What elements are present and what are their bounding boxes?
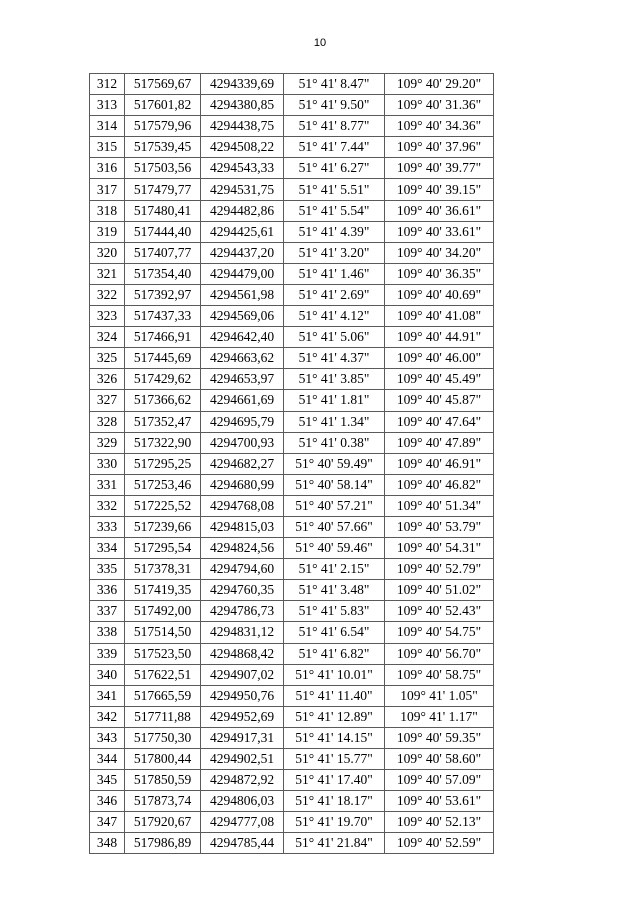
y-coordinate-cell: 4294760,35 bbox=[201, 580, 284, 601]
table-row bbox=[90, 390, 494, 411]
x-coordinate-cell: 517419,35 bbox=[125, 580, 201, 601]
x-coordinate-cell: 517437,33 bbox=[125, 306, 201, 327]
x-coordinate-cell: 517352,47 bbox=[125, 411, 201, 432]
latitude-cell: 51° 41' 5.51" bbox=[284, 179, 385, 200]
y-coordinate-cell: 4294786,73 bbox=[201, 601, 284, 622]
latitude-cell: 51° 41' 8.47" bbox=[284, 74, 385, 95]
longitude-cell: 109° 40' 54.31" bbox=[385, 538, 494, 559]
latitude-cell: 51° 41' 4.37" bbox=[284, 348, 385, 369]
longitude-cell: 109° 40' 31.36" bbox=[385, 95, 494, 116]
point-number-cell: 327 bbox=[90, 390, 125, 411]
latitude-cell: 51° 41' 5.54" bbox=[284, 200, 385, 221]
latitude-cell: 51° 41' 2.69" bbox=[284, 284, 385, 305]
longitude-cell: 109° 40' 46.91" bbox=[385, 453, 494, 474]
table-row bbox=[90, 770, 494, 791]
longitude-cell: 109° 40' 58.75" bbox=[385, 664, 494, 685]
y-coordinate-cell: 4294917,31 bbox=[201, 727, 284, 748]
point-number-cell: 341 bbox=[90, 685, 125, 706]
latitude-cell: 51° 41' 4.39" bbox=[284, 221, 385, 242]
latitude-cell: 51° 41' 1.34" bbox=[284, 411, 385, 432]
y-coordinate-cell: 4294663,62 bbox=[201, 348, 284, 369]
longitude-cell: 109° 40' 36.61" bbox=[385, 200, 494, 221]
table-row bbox=[90, 538, 494, 559]
point-number-cell: 344 bbox=[90, 749, 125, 770]
longitude-cell: 109° 40' 33.61" bbox=[385, 221, 494, 242]
table-row bbox=[90, 158, 494, 179]
point-number-cell: 348 bbox=[90, 833, 125, 854]
longitude-cell: 109° 40' 58.60" bbox=[385, 749, 494, 770]
x-coordinate-cell: 517492,00 bbox=[125, 601, 201, 622]
table-row bbox=[90, 137, 494, 158]
table-row bbox=[90, 706, 494, 727]
x-coordinate-cell: 517579,96 bbox=[125, 116, 201, 137]
table-row bbox=[90, 306, 494, 327]
x-coordinate-cell: 517800,44 bbox=[125, 749, 201, 770]
longitude-cell: 109° 40' 54.75" bbox=[385, 622, 494, 643]
longitude-cell: 109° 40' 45.49" bbox=[385, 369, 494, 390]
latitude-cell: 51° 41' 19.70" bbox=[284, 812, 385, 833]
point-number-cell: 318 bbox=[90, 200, 125, 221]
latitude-cell: 51° 40' 58.14" bbox=[284, 474, 385, 495]
table-row bbox=[90, 727, 494, 748]
x-coordinate-cell: 517407,77 bbox=[125, 242, 201, 263]
longitude-cell: 109° 40' 52.13" bbox=[385, 812, 494, 833]
point-number-cell: 340 bbox=[90, 664, 125, 685]
longitude-cell: 109° 40' 56.70" bbox=[385, 643, 494, 664]
latitude-cell: 51° 41' 0.38" bbox=[284, 432, 385, 453]
longitude-cell: 109° 40' 52.43" bbox=[385, 601, 494, 622]
x-coordinate-cell: 517750,30 bbox=[125, 727, 201, 748]
table-row bbox=[90, 284, 494, 305]
y-coordinate-cell: 4294952,69 bbox=[201, 706, 284, 727]
longitude-cell: 109° 40' 57.09" bbox=[385, 770, 494, 791]
longitude-cell: 109° 40' 36.35" bbox=[385, 263, 494, 284]
longitude-cell: 109° 40' 59.35" bbox=[385, 727, 494, 748]
longitude-cell: 109° 40' 40.69" bbox=[385, 284, 494, 305]
table-row bbox=[90, 643, 494, 664]
x-coordinate-cell: 517873,74 bbox=[125, 791, 201, 812]
x-coordinate-cell: 517523,50 bbox=[125, 643, 201, 664]
x-coordinate-cell: 517539,45 bbox=[125, 137, 201, 158]
x-coordinate-cell: 517378,31 bbox=[125, 559, 201, 580]
longitude-cell: 109° 40' 46.00" bbox=[385, 348, 494, 369]
point-number-cell: 322 bbox=[90, 284, 125, 305]
longitude-cell: 109° 40' 53.61" bbox=[385, 791, 494, 812]
longitude-cell: 109° 40' 41.08" bbox=[385, 306, 494, 327]
x-coordinate-cell: 517295,54 bbox=[125, 538, 201, 559]
y-coordinate-cell: 4294380,85 bbox=[201, 95, 284, 116]
y-coordinate-cell: 4294569,06 bbox=[201, 306, 284, 327]
y-coordinate-cell: 4294479,00 bbox=[201, 263, 284, 284]
y-coordinate-cell: 4294682,27 bbox=[201, 453, 284, 474]
x-coordinate-cell: 517480,41 bbox=[125, 200, 201, 221]
longitude-cell: 109° 40' 29.20" bbox=[385, 74, 494, 95]
y-coordinate-cell: 4294339,69 bbox=[201, 74, 284, 95]
x-coordinate-cell: 517601,82 bbox=[125, 95, 201, 116]
point-number-cell: 315 bbox=[90, 137, 125, 158]
table-row bbox=[90, 369, 494, 390]
y-coordinate-cell: 4294653,97 bbox=[201, 369, 284, 390]
latitude-cell: 51° 41' 1.46" bbox=[284, 263, 385, 284]
x-coordinate-cell: 517295,25 bbox=[125, 453, 201, 474]
table-row bbox=[90, 622, 494, 643]
latitude-cell: 51° 41' 18.17" bbox=[284, 791, 385, 812]
longitude-cell: 109° 40' 52.59" bbox=[385, 833, 494, 854]
longitude-cell: 109° 40' 39.15" bbox=[385, 179, 494, 200]
coordinates-table bbox=[89, 73, 494, 854]
y-coordinate-cell: 4294868,42 bbox=[201, 643, 284, 664]
latitude-cell: 51° 41' 8.77" bbox=[284, 116, 385, 137]
table-row bbox=[90, 516, 494, 537]
latitude-cell: 51° 40' 57.66" bbox=[284, 516, 385, 537]
y-coordinate-cell: 4294700,93 bbox=[201, 432, 284, 453]
point-number-cell: 339 bbox=[90, 643, 125, 664]
y-coordinate-cell: 4294661,69 bbox=[201, 390, 284, 411]
y-coordinate-cell: 4294642,40 bbox=[201, 327, 284, 348]
point-number-cell: 325 bbox=[90, 348, 125, 369]
point-number-cell: 312 bbox=[90, 74, 125, 95]
latitude-cell: 51° 41' 2.15" bbox=[284, 559, 385, 580]
y-coordinate-cell: 4294482,86 bbox=[201, 200, 284, 221]
latitude-cell: 51° 41' 10.01" bbox=[284, 664, 385, 685]
y-coordinate-cell: 4294806,03 bbox=[201, 791, 284, 812]
latitude-cell: 51° 41' 3.85" bbox=[284, 369, 385, 390]
latitude-cell: 51° 41' 9.50" bbox=[284, 95, 385, 116]
x-coordinate-cell: 517920,67 bbox=[125, 812, 201, 833]
longitude-cell: 109° 41' 1.05" bbox=[385, 685, 494, 706]
longitude-cell: 109° 40' 45.87" bbox=[385, 390, 494, 411]
table-row bbox=[90, 791, 494, 812]
latitude-cell: 51° 41' 7.44" bbox=[284, 137, 385, 158]
table-row bbox=[90, 580, 494, 601]
table-row bbox=[90, 263, 494, 284]
point-number-cell: 345 bbox=[90, 770, 125, 791]
latitude-cell: 51° 41' 1.81" bbox=[284, 390, 385, 411]
point-number-cell: 337 bbox=[90, 601, 125, 622]
table-row bbox=[90, 559, 494, 580]
point-number-cell: 342 bbox=[90, 706, 125, 727]
latitude-cell: 51° 41' 21.84" bbox=[284, 833, 385, 854]
point-number-cell: 317 bbox=[90, 179, 125, 200]
longitude-cell: 109° 40' 39.77" bbox=[385, 158, 494, 179]
point-number-cell: 334 bbox=[90, 538, 125, 559]
x-coordinate-cell: 517239,66 bbox=[125, 516, 201, 537]
x-coordinate-cell: 517366,62 bbox=[125, 390, 201, 411]
table-row bbox=[90, 221, 494, 242]
y-coordinate-cell: 4294531,75 bbox=[201, 179, 284, 200]
latitude-cell: 51° 41' 5.83" bbox=[284, 601, 385, 622]
x-coordinate-cell: 517711,88 bbox=[125, 706, 201, 727]
table-row bbox=[90, 95, 494, 116]
point-number-cell: 329 bbox=[90, 432, 125, 453]
longitude-cell: 109° 40' 34.20" bbox=[385, 242, 494, 263]
point-number-cell: 330 bbox=[90, 453, 125, 474]
latitude-cell: 51° 40' 57.21" bbox=[284, 495, 385, 516]
y-coordinate-cell: 4294438,75 bbox=[201, 116, 284, 137]
x-coordinate-cell: 517253,46 bbox=[125, 474, 201, 495]
table-row bbox=[90, 685, 494, 706]
y-coordinate-cell: 4294695,79 bbox=[201, 411, 284, 432]
y-coordinate-cell: 4294777,08 bbox=[201, 812, 284, 833]
longitude-cell: 109° 40' 51.02" bbox=[385, 580, 494, 601]
longitude-cell: 109° 40' 47.64" bbox=[385, 411, 494, 432]
x-coordinate-cell: 517514,50 bbox=[125, 622, 201, 643]
table-row bbox=[90, 453, 494, 474]
y-coordinate-cell: 4294794,60 bbox=[201, 559, 284, 580]
latitude-cell: 51° 41' 6.54" bbox=[284, 622, 385, 643]
longitude-cell: 109° 41' 1.17" bbox=[385, 706, 494, 727]
point-number-cell: 319 bbox=[90, 221, 125, 242]
point-number-cell: 336 bbox=[90, 580, 125, 601]
y-coordinate-cell: 4294872,92 bbox=[201, 770, 284, 791]
point-number-cell: 326 bbox=[90, 369, 125, 390]
table-row bbox=[90, 74, 494, 95]
page-number: 10 bbox=[313, 37, 327, 49]
table-row bbox=[90, 833, 494, 854]
latitude-cell: 51° 41' 14.15" bbox=[284, 727, 385, 748]
x-coordinate-cell: 517392,97 bbox=[125, 284, 201, 305]
longitude-cell: 109° 40' 47.89" bbox=[385, 432, 494, 453]
point-number-cell: 321 bbox=[90, 263, 125, 284]
latitude-cell: 51° 41' 6.82" bbox=[284, 643, 385, 664]
x-coordinate-cell: 517466,91 bbox=[125, 327, 201, 348]
table-row bbox=[90, 327, 494, 348]
point-number-cell: 338 bbox=[90, 622, 125, 643]
point-number-cell: 324 bbox=[90, 327, 125, 348]
y-coordinate-cell: 4294425,61 bbox=[201, 221, 284, 242]
longitude-cell: 109° 40' 37.96" bbox=[385, 137, 494, 158]
x-coordinate-cell: 517445,69 bbox=[125, 348, 201, 369]
table-row bbox=[90, 411, 494, 432]
table-row bbox=[90, 179, 494, 200]
y-coordinate-cell: 4294824,56 bbox=[201, 538, 284, 559]
longitude-cell: 109° 40' 51.34" bbox=[385, 495, 494, 516]
coordinates-table-body bbox=[90, 74, 494, 854]
y-coordinate-cell: 4294950,76 bbox=[201, 685, 284, 706]
x-coordinate-cell: 517503,56 bbox=[125, 158, 201, 179]
point-number-cell: 316 bbox=[90, 158, 125, 179]
x-coordinate-cell: 517429,62 bbox=[125, 369, 201, 390]
x-coordinate-cell: 517986,89 bbox=[125, 833, 201, 854]
x-coordinate-cell: 517444,40 bbox=[125, 221, 201, 242]
x-coordinate-cell: 517354,40 bbox=[125, 263, 201, 284]
latitude-cell: 51° 41' 6.27" bbox=[284, 158, 385, 179]
latitude-cell: 51° 41' 12.89" bbox=[284, 706, 385, 727]
point-number-cell: 347 bbox=[90, 812, 125, 833]
longitude-cell: 109° 40' 46.82" bbox=[385, 474, 494, 495]
point-number-cell: 346 bbox=[90, 791, 125, 812]
y-coordinate-cell: 4294437,20 bbox=[201, 242, 284, 263]
y-coordinate-cell: 4294561,98 bbox=[201, 284, 284, 305]
y-coordinate-cell: 4294815,03 bbox=[201, 516, 284, 537]
point-number-cell: 331 bbox=[90, 474, 125, 495]
y-coordinate-cell: 4294907,02 bbox=[201, 664, 284, 685]
point-number-cell: 333 bbox=[90, 516, 125, 537]
y-coordinate-cell: 4294785,44 bbox=[201, 833, 284, 854]
x-coordinate-cell: 517225,52 bbox=[125, 495, 201, 516]
table-row bbox=[90, 664, 494, 685]
y-coordinate-cell: 4294508,22 bbox=[201, 137, 284, 158]
point-number-cell: 335 bbox=[90, 559, 125, 580]
table-row bbox=[90, 242, 494, 263]
table-row bbox=[90, 474, 494, 495]
point-number-cell: 323 bbox=[90, 306, 125, 327]
latitude-cell: 51° 41' 11.40" bbox=[284, 685, 385, 706]
table-row bbox=[90, 812, 494, 833]
longitude-cell: 109° 40' 53.79" bbox=[385, 516, 494, 537]
point-number-cell: 320 bbox=[90, 242, 125, 263]
point-number-cell: 314 bbox=[90, 116, 125, 137]
table-row bbox=[90, 116, 494, 137]
longitude-cell: 109° 40' 34.36" bbox=[385, 116, 494, 137]
point-number-cell: 313 bbox=[90, 95, 125, 116]
latitude-cell: 51° 41' 3.48" bbox=[284, 580, 385, 601]
x-coordinate-cell: 517569,67 bbox=[125, 74, 201, 95]
latitude-cell: 51° 41' 15.77" bbox=[284, 749, 385, 770]
longitude-cell: 109° 40' 52.79" bbox=[385, 559, 494, 580]
longitude-cell: 109° 40' 44.91" bbox=[385, 327, 494, 348]
latitude-cell: 51° 40' 59.46" bbox=[284, 538, 385, 559]
table-row bbox=[90, 601, 494, 622]
point-number-cell: 343 bbox=[90, 727, 125, 748]
x-coordinate-cell: 517622,51 bbox=[125, 664, 201, 685]
y-coordinate-cell: 4294902,51 bbox=[201, 749, 284, 770]
x-coordinate-cell: 517322,90 bbox=[125, 432, 201, 453]
table-row bbox=[90, 348, 494, 369]
table-row bbox=[90, 495, 494, 516]
y-coordinate-cell: 4294768,08 bbox=[201, 495, 284, 516]
x-coordinate-cell: 517479,77 bbox=[125, 179, 201, 200]
y-coordinate-cell: 4294543,33 bbox=[201, 158, 284, 179]
x-coordinate-cell: 517850,59 bbox=[125, 770, 201, 791]
table-row bbox=[90, 749, 494, 770]
y-coordinate-cell: 4294680,99 bbox=[201, 474, 284, 495]
latitude-cell: 51° 41' 5.06" bbox=[284, 327, 385, 348]
latitude-cell: 51° 40' 59.49" bbox=[284, 453, 385, 474]
x-coordinate-cell: 517665,59 bbox=[125, 685, 201, 706]
latitude-cell: 51° 41' 4.12" bbox=[284, 306, 385, 327]
table-row bbox=[90, 200, 494, 221]
point-number-cell: 332 bbox=[90, 495, 125, 516]
point-number-cell: 328 bbox=[90, 411, 125, 432]
latitude-cell: 51° 41' 17.40" bbox=[284, 770, 385, 791]
table-row bbox=[90, 432, 494, 453]
y-coordinate-cell: 4294831,12 bbox=[201, 622, 284, 643]
latitude-cell: 51° 41' 3.20" bbox=[284, 242, 385, 263]
